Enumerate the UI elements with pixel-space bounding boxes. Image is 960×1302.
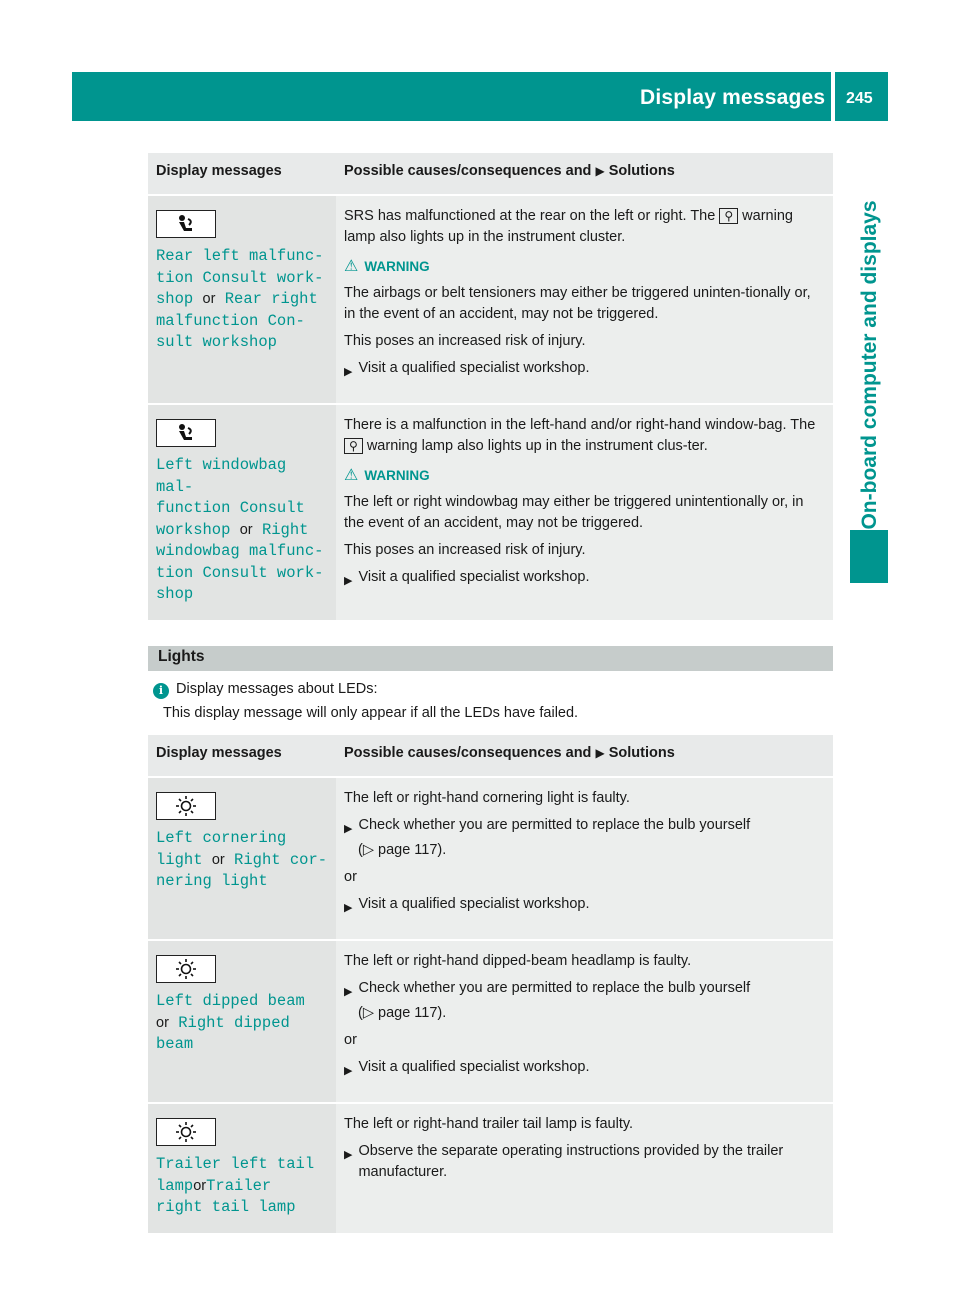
step-text: Visit a qualified specialist workshop. [358,360,590,376]
step-item [344,567,825,592]
info-text-2: This display message will only appear if all the LEDs have failed. [163,705,579,721]
step-item [344,1141,825,1183]
or-text: or [344,869,357,885]
message-cell [148,195,336,404]
description-text: The left or right-hand trailer tail lamp is faulty. [344,1116,634,1132]
step-arrow-icon: ▶ [344,1149,353,1161]
step-item [344,978,825,1003]
message-cell [148,777,336,940]
table-row [148,777,833,940]
intro-text-b: warning lamp also lights up in the instrument clus-ter. [366,438,708,454]
airbag-icon: ⚲ [719,208,738,224]
message-cell [148,404,336,620]
step-item [344,815,825,840]
or-label: or [193,1177,207,1194]
step-arrow-icon: ▶ [344,575,353,587]
step-item [344,358,825,383]
side-tab-label: On-board computer and displays [858,200,881,530]
step-text: Check whether you are permitted to replace the bulb yourself [358,980,751,996]
airbag-icon [156,419,216,447]
risk-text: This poses an increased risk of injury. [344,333,586,349]
header-divider [831,72,835,121]
table-header-row [148,153,833,195]
page-number: 245 [846,90,873,107]
page-reference[interactable]: page 117). [378,842,447,858]
step-text: Observe the separate operating instructions provided by the trailer manufacturer. [358,1143,784,1180]
step-text: Check whether you are permitted to replace the bulb yourself [358,817,751,833]
solution-cell [336,404,833,620]
step-text: Visit a qualified specialist workshop. [358,569,590,585]
step-item [344,1057,825,1082]
message-text-a: Rear left malfunc‐ tion Consult work‐ shop [156,247,324,308]
message-cell [148,1103,336,1233]
table-row [148,195,833,404]
step-arrow-icon: ▶ [344,986,353,998]
description-text: The left or right-hand cornering light is faulty. [344,790,630,806]
message-text-b: Trailer right tail lamp [156,1176,296,1216]
intro-text-a: There is a malfunction in the left-hand and/or right-hand window-bag. The [344,417,816,433]
warning-text: The left or right windowbag may either be triggered unintentionally or, in the event of an accident, may not be triggered. [344,494,804,531]
warning-heading [344,256,825,277]
message-cell [148,940,336,1103]
solution-cell [336,195,833,404]
bulb-icon [156,792,216,820]
warning-triangle-icon: ⚠ [344,467,359,484]
table-row [148,404,833,620]
solution-arrow-icon: ▶ [595,164,605,178]
intro-text-b: warning lamp also lights up in the instrument cluster. [344,208,793,245]
solution-cell [336,777,833,940]
airbag-icon: ⚲ [344,438,363,454]
info-icon: i [153,683,169,699]
solution-arrow-icon: ▶ [595,746,605,760]
airbag-icon [156,210,216,238]
or-label: or [156,1014,169,1031]
intro-text-a: SRS has malfunctioned at the rear on the left or right. The [344,208,716,224]
warning-label: WARNING [364,468,430,483]
message-text-b: Right dipped beam [156,1013,290,1053]
page-ref-icon: (▷ [358,1005,374,1021]
or-text: or [344,1032,357,1048]
or-label: or [202,291,216,307]
step-arrow-icon: ▶ [344,1065,353,1077]
col-causes-suffix: Solutions [608,163,675,179]
message-text-b: Rear right malfunction Con‐ sult workshop [156,290,318,351]
warning-label: WARNING [364,259,430,274]
col-causes-suffix: Solutions [608,745,675,761]
solution-cell [336,1103,833,1233]
description-text: The left or right-hand dipped-beam headlamp is faulty. [344,953,692,969]
col-causes-prefix: Possible causes/consequences and [344,163,592,179]
message-text-b: Right windowbag malfunc‐ tion Consult work‐ shop [156,520,324,603]
bulb-icon [156,1118,216,1146]
step-text: Visit a qualified specialist workshop. [358,1059,590,1075]
side-tab-marker [850,530,888,583]
step-item [344,894,825,919]
risk-text: This poses an increased risk of injury. [344,542,586,558]
info-text-1: Display messages about LEDs: [176,681,378,697]
col-causes-solutions [336,153,833,195]
table-row [148,1103,833,1233]
message-text-a: Left windowbag mal‐ function Consult workshop [156,456,305,539]
bulb-icon [156,955,216,983]
warning-heading [344,465,825,486]
table-row [148,940,833,1103]
step-arrow-icon: ▶ [344,823,353,835]
step-arrow-icon: ▶ [344,902,353,914]
page-header-title: Display messages [640,86,826,109]
message-text-a: Left cornering light [156,829,287,869]
message-text-a: Trailer left tail lamp [156,1155,315,1195]
lights-section-title: Lights [158,648,205,665]
step-arrow-icon: ▶ [344,366,353,378]
or-label: or [211,851,225,868]
step-text: Visit a qualified specialist workshop. [358,896,590,912]
message-text-b: Right cor‐ nering light [156,850,328,890]
solution-cell [336,940,833,1103]
warning-text: The airbags or belt tensioners may either be triggered uninten-tionally or, in the event of an accident, may not be triggered. [344,285,811,322]
page-ref-icon: (▷ [358,842,374,858]
warning-triangle-icon: ⚠ [344,258,359,275]
lights-section-bar [148,646,833,671]
col-display-messages: Display messages [148,153,336,195]
col-causes-prefix: Possible causes/consequences and [344,745,592,761]
message-text-a: Left dipped beam [156,992,305,1010]
col-display-messages: Display messages [148,735,336,777]
col-causes-solutions [336,735,833,777]
or-label: or [239,521,253,538]
lights-messages-table [148,735,833,1233]
airbag-messages-table [148,153,833,620]
page-reference[interactable]: page 117). [378,1005,447,1021]
table-header-row [148,735,833,777]
